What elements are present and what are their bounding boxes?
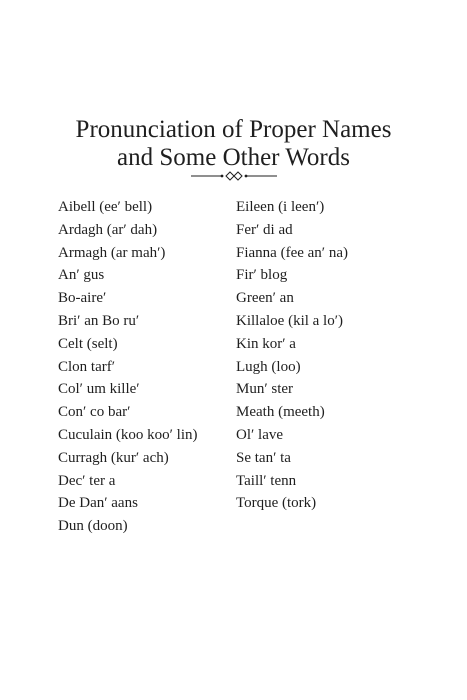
word-entry: Fer′ di ad (236, 221, 293, 238)
right-word-list (236, 196, 348, 515)
word-entry: Kin kor′ a (236, 335, 296, 352)
word-entry: Col′ um kille′ (58, 381, 140, 398)
word-entry: Aibell (ee′ bell) (58, 199, 153, 215)
word-entry: Se tan′ ta (236, 449, 291, 466)
word-entry: Bo-aire′ (58, 290, 107, 307)
word-entry: Ol′ lave (236, 426, 284, 443)
word-entry: An′ gus (58, 267, 105, 284)
word-entry: Torque (tork) (236, 495, 317, 512)
word-entry: Meath (meeth) (236, 404, 325, 421)
word-entry: Clon tarf′ (58, 358, 116, 375)
page-title: Pronunciation of Proper Names (75, 116, 392, 143)
word-entry: Lugh (loo) (236, 358, 301, 375)
double-diamond-rule-icon (191, 169, 277, 183)
word-entry: Ardagh (ar′ dah) (58, 221, 158, 238)
word-entry: Celt (selt) (58, 335, 118, 352)
word-entry: Con′ co bar′ (58, 404, 131, 421)
word-entry: Cuculain (koo koo′ lin) (58, 426, 198, 443)
word-entry: Dec′ ter a (58, 472, 116, 489)
word-entry: Fianna (fee an′ na) (236, 244, 348, 261)
word-entry: Green′ an (236, 290, 294, 307)
word-entry: Armagh (ar mah′) (58, 244, 166, 261)
word-entry: Bri′ an Bo ru′ (58, 312, 140, 329)
word-entry: Killaloe (kil a lo′) (236, 312, 343, 329)
word-entry: Mun′ ster (236, 381, 294, 398)
word-entry: Fir′ blog (236, 267, 288, 284)
word-entry: Eileen (i leen′) (236, 199, 325, 215)
word-entry: Curragh (kur′ ach) (58, 449, 169, 466)
word-entry: Dun (doon) (58, 518, 128, 535)
page-subtitle: and Some Other Words (117, 144, 350, 171)
word-entry: De Dan′ aans (58, 495, 138, 512)
left-word-list (58, 196, 198, 538)
word-entry: Taill′ tenn (236, 472, 297, 489)
